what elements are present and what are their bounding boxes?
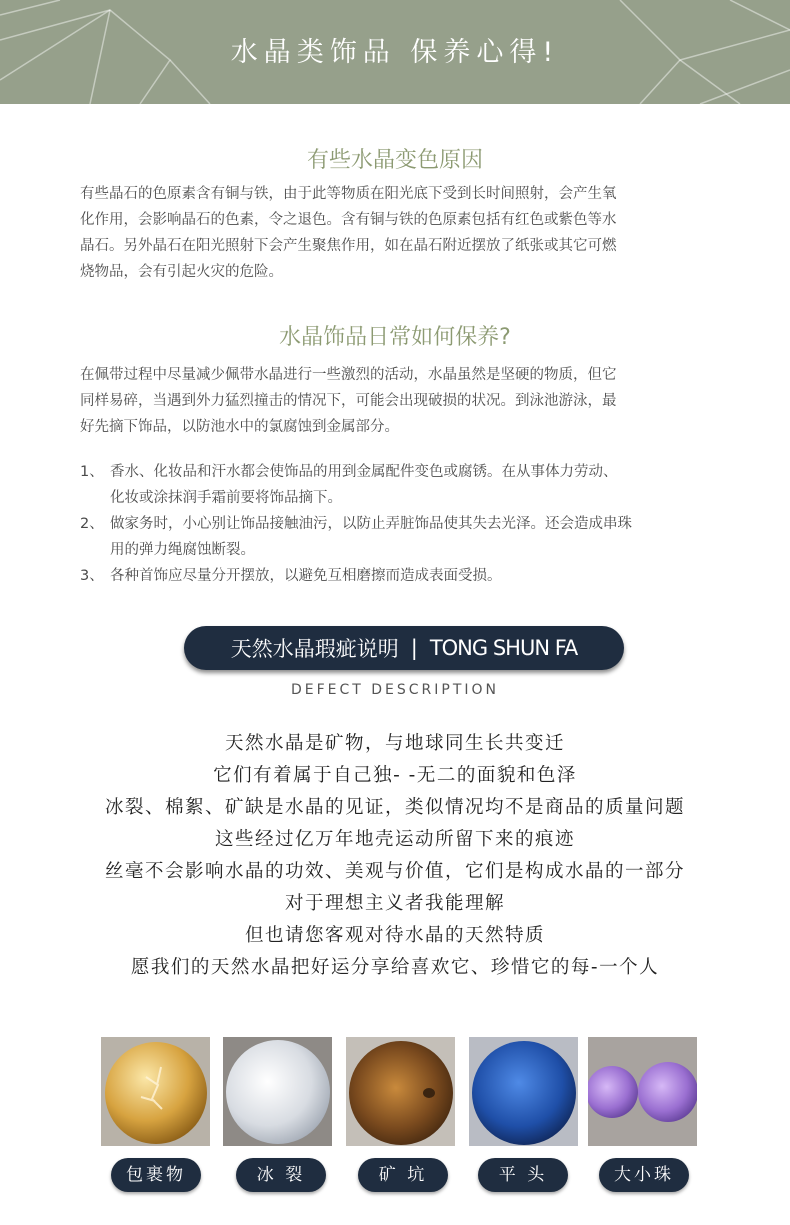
care-paragraph xyxy=(80,362,710,440)
sample-image-inclusion xyxy=(101,1037,210,1146)
discoloration-paragraph xyxy=(80,181,710,285)
defect-title: 天然水晶瑕疵说明 xyxy=(230,637,399,661)
paragraph-line: 有些晶石的色原素含有铜与铁，由于此等物质在阳光底下受到长时间照射，会产生氧 xyxy=(80,186,617,202)
list-line: 化妆或涂抹润手霜前要将饰品摘下。 xyxy=(110,490,342,506)
list-item xyxy=(80,511,710,563)
paragraph-line: 好先摘下饰品，以防池水中的氯腐蚀到金属部分。 xyxy=(80,419,399,435)
statement-line: 对于理想主义者我能理解 xyxy=(284,893,505,914)
statement-line: 冰裂、棉絮、矿缺是水晶的见证，类似情况均不是商品的质量问题 xyxy=(104,797,685,818)
list-line: 做家务时，小心别让饰品接触油污，以防止弄脏饰品使其失去光泽。还会造成串珠 xyxy=(110,516,632,532)
sample-label-ice-crack: 冰 裂 xyxy=(236,1158,326,1192)
paragraph-line: 晶石。另外晶石在阳光照射下会产生聚焦作用，如在晶石附近摆放了纸张或其它可燃 xyxy=(80,238,617,254)
statement-line: 天然水晶是矿物，与地球同生长共变迁 xyxy=(224,733,565,754)
sample-image-ice-crack xyxy=(223,1037,332,1146)
defect-subtitle: DEFECT DESCRIPTION xyxy=(290,682,500,698)
sample-image-pit xyxy=(346,1037,455,1146)
defect-statement xyxy=(0,728,790,984)
sample-label-flat-top: 平 头 xyxy=(478,1158,568,1192)
brand-name: TONG SHUN FA xyxy=(429,636,578,660)
list-number: 1、 xyxy=(80,464,104,480)
statement-line: 它们有着属于自己独- -无二的面貌和色泽 xyxy=(213,765,577,786)
paragraph-line: 同样易碎，当遇到外力猛烈撞击的情况下，可能会出现破损的状况。到泳池游泳，最 xyxy=(80,393,617,409)
statement-line: 这些经过亿万年地壳运动所留下来的痕迹 xyxy=(214,829,575,850)
list-line: 香水、化妆品和汗水都会使饰品的用到金属配件变色或腐锈。在从事体力劳动、 xyxy=(110,464,618,480)
list-line: 用的弹力绳腐蚀断裂。 xyxy=(110,542,255,558)
care-tips-list xyxy=(80,459,710,589)
paragraph-line: 化作用，会影响晶石的色素，令之退色。含有铜与铁的色原素包括有红色或紫色等水 xyxy=(80,212,617,228)
sample-label-pit: 矿 坑 xyxy=(358,1158,448,1192)
statement-line: 愿我们的天然水晶把好运分享给喜欢它、珍惜它的每-一个人 xyxy=(130,957,660,978)
sample-label-size-variation: 大小珠 xyxy=(599,1158,689,1192)
banner-title: 水晶类饰品 保养心得! xyxy=(230,37,560,68)
sample-label-inclusion: 包裹物 xyxy=(111,1158,201,1192)
list-number: 2、 xyxy=(80,516,104,532)
statement-line: 但也请您客观对待水晶的天然特质 xyxy=(244,925,545,946)
defect-title-pill xyxy=(184,626,624,670)
header-banner xyxy=(0,0,790,104)
statement-line: 丝毫不会影响水晶的功效、美观与价值，它们是构成水晶的一部分 xyxy=(104,861,685,882)
list-line: 各种首饰应尽量分开摆放，以避免互相磨擦而造成表面受损。 xyxy=(110,568,502,584)
list-item xyxy=(80,459,710,511)
section-title-discoloration: 有些水晶变色原因 xyxy=(306,148,483,173)
sample-image-size-variation xyxy=(588,1037,697,1146)
paragraph-line: 在佩带过程中尽量减少佩带水晶进行一些激烈的活动，水晶虽然是坚硬的物质，但它 xyxy=(80,367,617,383)
list-number: 3、 xyxy=(80,568,104,584)
paragraph-line: 烧物品，会有引起火灾的危险。 xyxy=(80,264,283,280)
sample-image-flat-top xyxy=(469,1037,578,1146)
title-separator: | xyxy=(410,636,418,660)
list-item xyxy=(80,563,710,589)
section-title-care: 水晶饰品日常如何保养? xyxy=(279,325,511,350)
